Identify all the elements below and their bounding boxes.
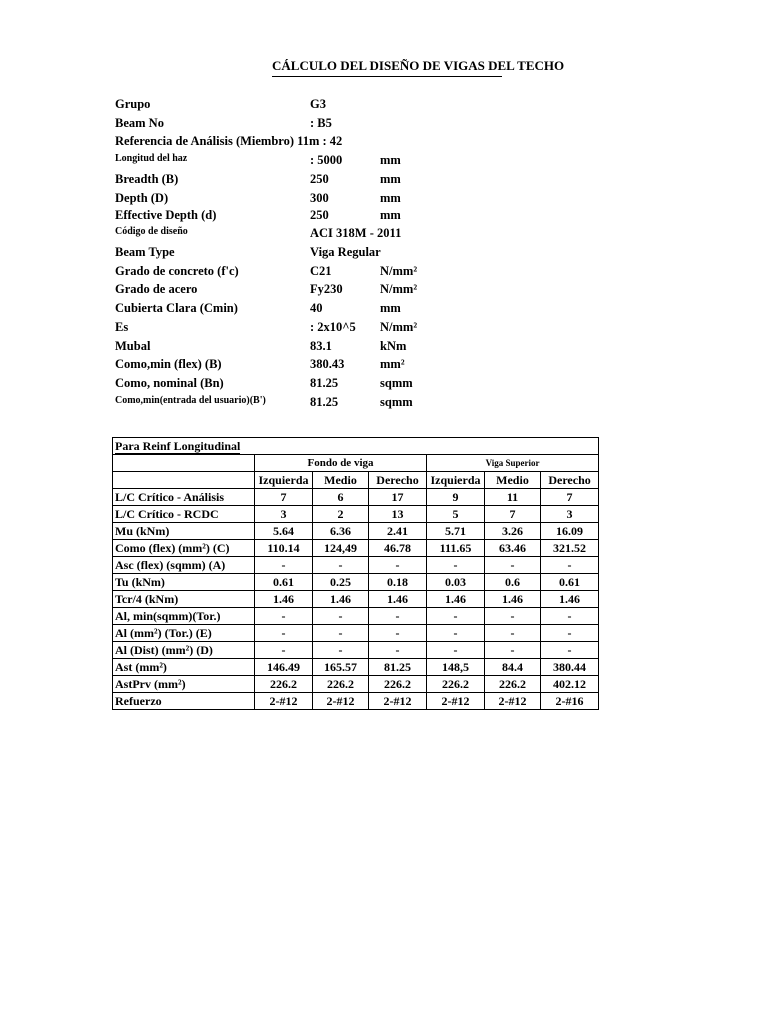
column-header: Derecho <box>541 472 599 489</box>
table-cell: 11 <box>485 489 541 506</box>
column-header: Medio <box>485 472 541 489</box>
table-row <box>113 540 599 557</box>
table-cell: 148,5 <box>427 659 485 676</box>
param-unit: N/mm² <box>380 320 418 334</box>
table-cell: 3 <box>255 506 313 523</box>
param-unit: mm² <box>380 357 405 371</box>
param-label: Breadth (B) <box>115 172 179 186</box>
table-cell: 165.57 <box>313 659 369 676</box>
param-label: Mubal <box>115 339 151 353</box>
table-cell: 2-#12 <box>485 693 541 710</box>
param-label: Código de diseño <box>115 226 188 237</box>
param-unit: sqmm <box>380 376 413 390</box>
group-blank-cell <box>113 455 255 472</box>
param-label: Depth (D) <box>115 191 169 205</box>
row-label: Como (flex) (mm²) (C) <box>113 540 255 557</box>
column-header: Medio <box>313 472 369 489</box>
table-cell: 7 <box>485 506 541 523</box>
table-cell: 7 <box>541 489 599 506</box>
param-value: 81.25 <box>310 395 339 409</box>
group-header-bottom: Fondo de viga <box>255 455 427 472</box>
param-label: Como,min (flex) (B) <box>115 357 222 371</box>
table-cell: 13 <box>369 506 427 523</box>
table-cell: 3.26 <box>485 523 541 540</box>
table-cell: - <box>255 642 313 659</box>
group-header-top: Viga Superior <box>427 455 599 472</box>
table-cell: - <box>255 625 313 642</box>
param-unit: kNm <box>380 339 407 353</box>
param-unit: mm <box>380 153 401 167</box>
column-header: Derecho <box>369 472 427 489</box>
row-label: Ast (mm²) <box>113 659 255 676</box>
row-label: AstPrv (mm²) <box>113 676 255 693</box>
table-cell: 110.14 <box>255 540 313 557</box>
table-cell: 1.46 <box>427 591 485 608</box>
table-cell: 16.09 <box>541 523 599 540</box>
table-cell: - <box>369 642 427 659</box>
title-underline <box>272 76 502 77</box>
table-cell: - <box>427 642 485 659</box>
table-column-row <box>113 472 599 489</box>
row-label: Tcr/4 (kNm) <box>113 591 255 608</box>
table-cell: 2-#12 <box>369 693 427 710</box>
table-cell: 6.36 <box>313 523 369 540</box>
table-cell: 226.2 <box>427 676 485 693</box>
table-row <box>113 557 599 574</box>
param-value: C21 <box>310 264 332 278</box>
table-cell: 0.25 <box>313 574 369 591</box>
param-value: 83.1 <box>310 339 332 353</box>
table-row <box>113 642 599 659</box>
table-cell: 5.64 <box>255 523 313 540</box>
param-unit: mm <box>380 301 401 315</box>
table-cell: 1.46 <box>541 591 599 608</box>
row-label: Tu (kNm) <box>113 574 255 591</box>
param-value: 250 <box>310 172 329 186</box>
table-cell: 2-#16 <box>541 693 599 710</box>
table-cell: - <box>427 625 485 642</box>
column-header: Izquierda <box>255 472 313 489</box>
row-label: L/C Crítico - Análisis <box>113 489 255 506</box>
table-row <box>113 489 599 506</box>
row-label: L/C Crítico - RCDC <box>113 506 255 523</box>
table-cell: 2 <box>313 506 369 523</box>
table-cell: 226.2 <box>313 676 369 693</box>
param-label: Effective Depth (d) <box>115 208 217 222</box>
param-label: Beam No <box>115 116 164 130</box>
param-unit: sqmm <box>380 395 413 409</box>
table-cell: - <box>255 557 313 574</box>
row-label: Al (Dist) (mm²) (D) <box>113 642 255 659</box>
table-cell: - <box>541 625 599 642</box>
param-label: Como, nominal (Bn) <box>115 376 224 390</box>
table-cell: 321.52 <box>541 540 599 557</box>
table-cell: 146.49 <box>255 659 313 676</box>
table-group-row <box>113 455 599 472</box>
table-row <box>113 625 599 642</box>
table-cell: - <box>485 557 541 574</box>
table-row <box>113 693 599 710</box>
table-cell: 84.4 <box>485 659 541 676</box>
param-value: ACI 318M - 2011 <box>310 226 402 240</box>
param-value: 300 <box>310 191 329 205</box>
param-unit: mm <box>380 172 401 186</box>
table-cell: - <box>485 625 541 642</box>
table-cell: 46.78 <box>369 540 427 557</box>
table-cell: 5.71 <box>427 523 485 540</box>
table-cell: - <box>485 608 541 625</box>
param-value: : B5 <box>310 116 332 130</box>
table-cell: - <box>369 557 427 574</box>
table-cell: - <box>427 608 485 625</box>
table-cell: 111.65 <box>427 540 485 557</box>
param-unit: N/mm² <box>380 264 418 278</box>
param-value: G3 <box>310 97 326 111</box>
param-label: Cubierta Clara (Cmin) <box>115 301 238 315</box>
table-cell: 17 <box>369 489 427 506</box>
row-label: Asc (flex) (sqmm) (A) <box>113 557 255 574</box>
column-blank-cell <box>113 472 255 489</box>
table-cell: 81.25 <box>369 659 427 676</box>
table-cell: - <box>541 608 599 625</box>
table-cell: 226.2 <box>485 676 541 693</box>
param-value: Viga Regular <box>310 245 381 259</box>
table-cell: 3 <box>541 506 599 523</box>
param-label: Grupo <box>115 97 151 111</box>
reinforcement-table <box>112 437 599 710</box>
row-label: Al, min(sqmm)(Tor.) <box>113 608 255 625</box>
param-value: : 5000 <box>310 153 343 167</box>
table-cell: 0.03 <box>427 574 485 591</box>
table-row <box>113 608 599 625</box>
table-cell: 2-#12 <box>427 693 485 710</box>
param-label: Grado de acero <box>115 282 198 296</box>
param-label: Beam Type <box>115 245 175 259</box>
param-value: 40 <box>310 301 323 315</box>
row-label: Refuerzo <box>113 693 255 710</box>
page-title: CÁLCULO DEL DISEÑO DE VIGAS DEL TECHO <box>272 58 565 73</box>
param-unit: N/mm² <box>380 282 418 296</box>
table-cell: 7 <box>255 489 313 506</box>
table-cell: 0.61 <box>255 574 313 591</box>
column-header: Izquierda <box>427 472 485 489</box>
param-label: Referencia de Análisis (Miembro) 11m : 42 <box>115 134 343 148</box>
table-cell: - <box>541 642 599 659</box>
param-unit: mm <box>380 191 401 205</box>
table-cell: 226.2 <box>255 676 313 693</box>
table-row <box>113 591 599 608</box>
table-cell: 2-#12 <box>313 693 369 710</box>
section-title-text: Para Reinf Longitudinal <box>115 438 241 453</box>
table-cell: 1.46 <box>369 591 427 608</box>
table-cell: 226.2 <box>369 676 427 693</box>
table-cell: - <box>485 642 541 659</box>
table-row <box>113 659 599 676</box>
table-cell: 1.46 <box>313 591 369 608</box>
table-cell: 0.61 <box>541 574 599 591</box>
table-cell: - <box>313 642 369 659</box>
table-cell: - <box>427 557 485 574</box>
table-cell: 2-#12 <box>255 693 313 710</box>
table-row <box>113 506 599 523</box>
row-label: Al (mm²) (Tor.) (E) <box>113 625 255 642</box>
table-cell: - <box>313 608 369 625</box>
table-row <box>113 523 599 540</box>
table-cell: - <box>369 625 427 642</box>
table-row <box>113 676 599 693</box>
table-cell: 5 <box>427 506 485 523</box>
table-cell: 1.46 <box>485 591 541 608</box>
table-cell: 124,49 <box>313 540 369 557</box>
section-title <box>113 438 599 455</box>
table-cell: 6 <box>313 489 369 506</box>
param-label: Como,min(entrada del usuario)(B') <box>115 395 266 406</box>
table-section-row <box>113 438 599 455</box>
table-cell: 0.6 <box>485 574 541 591</box>
table-row <box>113 574 599 591</box>
table-cell: - <box>313 557 369 574</box>
param-value: Fy230 <box>310 282 343 296</box>
param-label: Longitud del haz <box>115 153 188 164</box>
table-cell: 63.46 <box>485 540 541 557</box>
param-label: Es <box>115 320 129 334</box>
table-cell: 1.46 <box>255 591 313 608</box>
table-cell: 0.18 <box>369 574 427 591</box>
table-cell: - <box>255 608 313 625</box>
table-cell: - <box>541 557 599 574</box>
param-value: : 2x10^5 <box>310 320 356 334</box>
table-cell: 380.44 <box>541 659 599 676</box>
table-cell: 9 <box>427 489 485 506</box>
param-value: 380.43 <box>310 357 345 371</box>
table-cell: 402.12 <box>541 676 599 693</box>
param-value: 81.25 <box>310 376 339 390</box>
param-unit: mm <box>380 208 401 222</box>
param-label: Grado de concreto (f'c) <box>115 264 239 278</box>
table-cell: - <box>369 608 427 625</box>
param-value: 250 <box>310 208 329 222</box>
table-cell: 2.41 <box>369 523 427 540</box>
table-cell: - <box>313 625 369 642</box>
row-label: Mu (kNm) <box>113 523 255 540</box>
